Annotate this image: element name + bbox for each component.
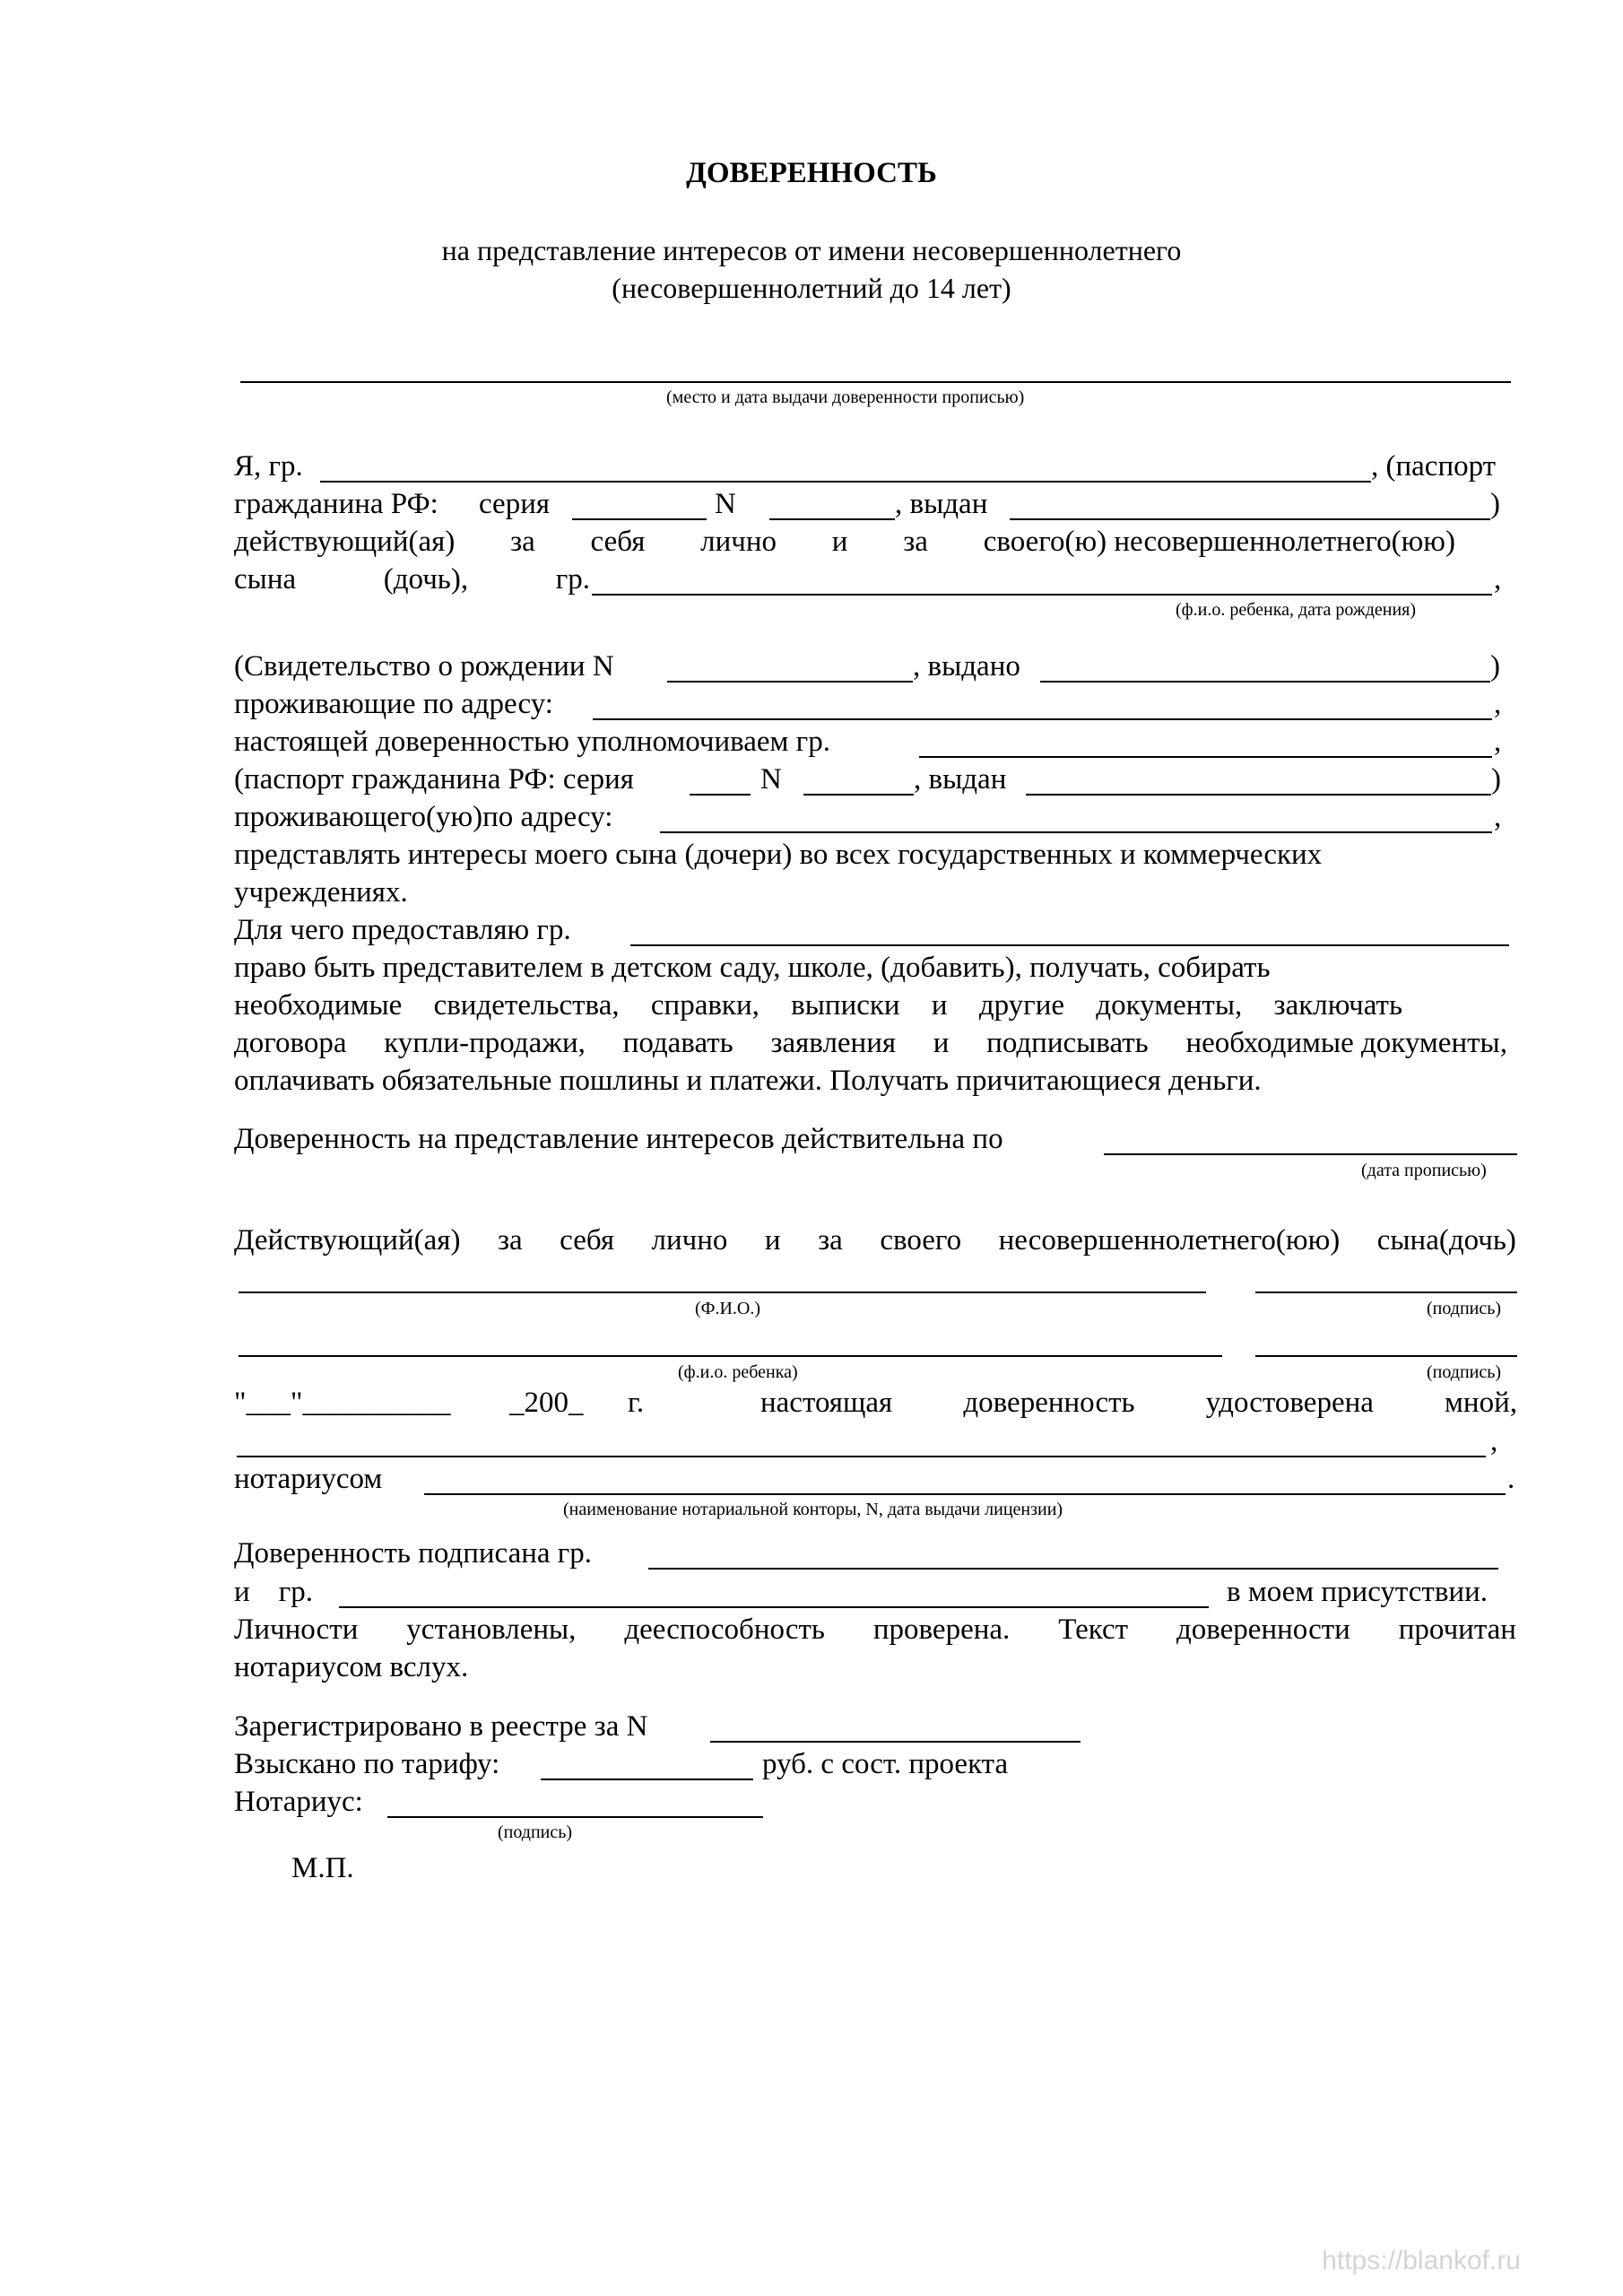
comma-3: , <box>1494 726 1502 758</box>
watermark: https://blankof.ru <box>1322 2246 1521 2275</box>
cert-issued-label: , выдано <box>913 650 1020 683</box>
valid-date-caption: (дата прописью) <box>1361 1161 1487 1180</box>
principal-sign-line[interactable] <box>1255 1292 1517 1293</box>
child-fio-line[interactable] <box>239 1355 1222 1357</box>
signed-by-2-line[interactable] <box>339 1606 1209 1608</box>
child-caption: (ф.и.о. ребенка, дата рождения) <box>1176 600 1417 620</box>
documents-text: необходимые свидетельства, справки, выписки и другие документы, заключать <box>234 989 1402 1022</box>
presence-text: в моем присутствии. <box>1227 1576 1488 1608</box>
tariff-label: Взыскано по тарифу: <box>234 1748 500 1780</box>
and-label: и гр. <box>234 1576 313 1608</box>
child-sign-line[interactable] <box>1255 1355 1517 1357</box>
child-name-line[interactable] <box>592 594 1492 596</box>
for-what-label: Для чего предоставляю гр. <box>234 914 571 946</box>
rep-number-line[interactable] <box>803 794 914 796</box>
year-suffix: г. <box>628 1387 645 1419</box>
valid-date-line[interactable] <box>1104 1153 1517 1155</box>
principal-fio-line[interactable] <box>239 1292 1206 1293</box>
son-daughter-line: сына (дочь), гр. <box>234 563 590 596</box>
passport-issued-line[interactable] <box>1010 518 1490 520</box>
acting-line-2: Действующий(ая) за себя лично и за своего несовершеннолетнего(юю) сына(дочь) <box>234 1224 1516 1257</box>
notary-sign-caption: (подпись) <box>498 1822 573 1842</box>
notary-name-line[interactable] <box>237 1456 1486 1457</box>
close-paren-2: ) <box>1490 650 1500 683</box>
grant-name-line[interactable] <box>630 944 1509 946</box>
rub-label: руб. с сост. проекта <box>762 1748 1009 1780</box>
acting-line-1: действующий(ая) за себя лично и за своего(ю) несовершеннолетнего(юю) <box>234 526 1455 558</box>
right-text: право быть представителем в детском саду, школе, (добавить), получать, собирать <box>234 952 1271 984</box>
cert-year: _200_ <box>509 1387 584 1419</box>
contracts-text: договора купли-продажи, подавать заявления и подписывать необходимые документы, <box>234 1027 1507 1059</box>
subtitle-line-2: (несовершеннолетний до 14 лет) <box>612 272 1011 304</box>
rep-issued-label: , выдан <box>914 763 1007 796</box>
comma: , <box>1494 563 1502 596</box>
tariff-amount-line[interactable] <box>541 1779 753 1780</box>
pay-text: оплачивать обязательные пошлины и платежи. Получать причитающиеся деньги. <box>234 1065 1262 1097</box>
sign-caption-2: (подпись) <box>1427 1362 1502 1382</box>
seria-label: серия <box>479 488 551 520</box>
sign-caption-1: (подпись) <box>1427 1299 1502 1318</box>
authorize-label: настоящей доверенностью уполномочиваем гр. <box>234 726 830 758</box>
notary-office-line[interactable] <box>424 1493 1506 1495</box>
living2-label: проживающего(ую)по адресу: <box>234 801 613 833</box>
rep-series-line[interactable] <box>690 794 751 796</box>
signed-by-line[interactable] <box>648 1568 1498 1570</box>
birth-cert-number-line[interactable] <box>667 681 913 683</box>
subtitle-line-1: на представление интересов от имени несовершеннолетнего <box>441 234 1182 266</box>
notary-office-caption: (наименование нотариальной конторы, N, дата выдачи лицензии) <box>563 1500 1063 1519</box>
birth-cert-label: (Свидетельство о рождении N <box>234 650 614 683</box>
rep-issued-line[interactable] <box>1026 794 1491 796</box>
close-paren: ) <box>1490 488 1500 520</box>
principal-name-line[interactable] <box>320 481 1371 483</box>
valid-label: Доверенность на представление интересов действительна по <box>234 1123 1003 1155</box>
passport-number-line[interactable] <box>769 518 895 520</box>
comma-4: , <box>1494 801 1502 833</box>
place-date-caption: (место и дата выдачи доверенности прописью) <box>666 387 1025 407</box>
rep-address-line[interactable] <box>660 831 1492 833</box>
citizen-label: гражданина РФ: <box>234 488 438 520</box>
identity-text: Личности установлены, дееспособность проверена. Текст доверенности прочитан <box>234 1613 1516 1646</box>
fio-caption: (Ф.И.О.) <box>695 1299 761 1318</box>
document-subtitle <box>0 231 1623 307</box>
passport-n-label: N <box>715 488 736 520</box>
registry-label: Зарегистрировано в реестре за N <box>234 1710 648 1743</box>
cert-date: "___"__________ <box>234 1387 451 1419</box>
rep-n-label: N <box>760 763 782 796</box>
child-fio-caption: (ф.и.о. ребенка) <box>678 1362 798 1382</box>
issued-label: , выдан <box>895 488 988 520</box>
represent-text: представлять интересы моего сына (дочери) во всех государственных и коммерческих <box>234 839 1323 871</box>
document-title: ДОВЕРЕННОСТЬ <box>686 157 937 189</box>
rep-passport-label: (паспорт гражданина РФ: серия <box>234 763 634 796</box>
comma-5: , <box>1490 1425 1498 1457</box>
passport-series-line[interactable] <box>572 518 707 520</box>
seal-label: М.П. <box>291 1852 354 1884</box>
living-label: проживающие по адресу: <box>234 688 553 720</box>
signed-label: Доверенность подписана гр. <box>234 1537 593 1570</box>
certified-text: настоящая доверенность удостоверена мной, <box>760 1387 1517 1419</box>
notarius-label: нотариусом <box>234 1463 383 1495</box>
comma-2: , <box>1494 688 1502 720</box>
notary-label: Нотариус: <box>234 1786 363 1818</box>
representative-name-line[interactable] <box>919 756 1492 758</box>
notary-sign-line[interactable] <box>387 1816 763 1818</box>
passport-open-label: , (паспорт <box>1371 450 1497 483</box>
period: . <box>1507 1463 1515 1495</box>
registry-number-line[interactable] <box>710 1741 1081 1743</box>
cert-issued-line[interactable] <box>1040 681 1490 683</box>
close-paren-3: ) <box>1491 763 1501 796</box>
ya-label: Я, гр. <box>234 450 303 483</box>
institutions-text: учреждениях. <box>234 876 408 909</box>
aloud-text: нотариусом вслух. <box>234 1651 469 1683</box>
address-line[interactable] <box>593 718 1492 720</box>
place-date-line[interactable] <box>240 381 1511 383</box>
